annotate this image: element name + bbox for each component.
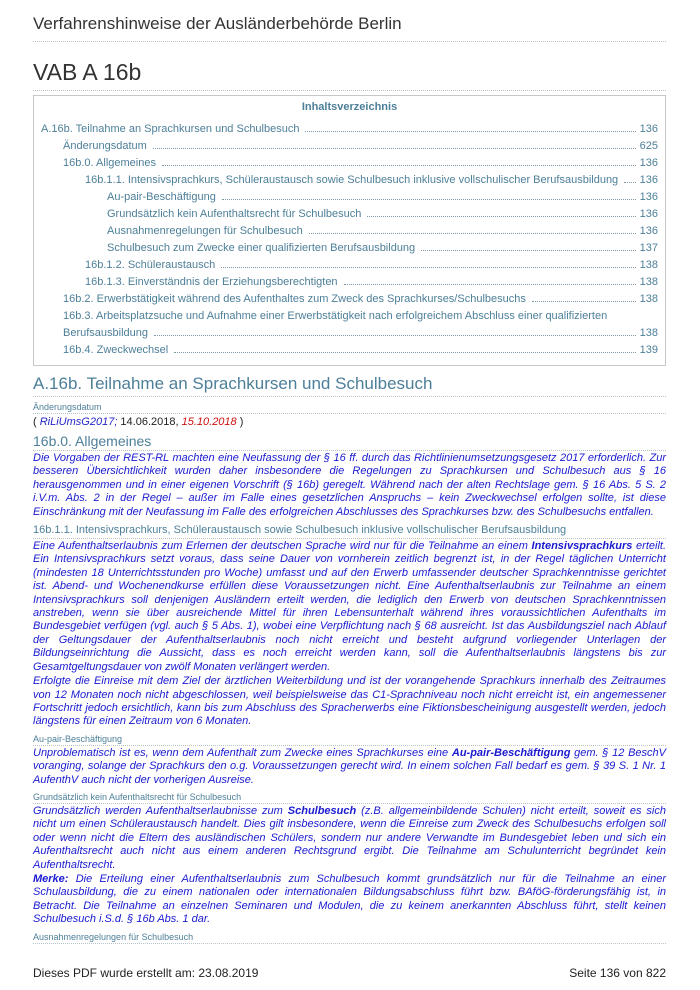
toc-entry-page: 136: [639, 191, 658, 203]
page-title: VAB A 16b: [33, 59, 666, 91]
toc-entry-text[interactable]: Ausnahmenregelungen für Schulbesuch: [107, 225, 303, 237]
publication-header: Verfahrenshinweise der Ausländerbehörde Berlin: [33, 14, 666, 42]
toc-entry[interactable]: [41, 342, 658, 359]
general-paragraph: Die Vorgaben der REST-RL machten eine Neufassung der § 16 ff. durch das Richtlinienumsetzungsgesetz 2017 erforderlich. Zur besseren Übersichtlichkeit wurden daher insbesondere die Regelungen zu Sprachkursen und Schulbesuch aus § 16 herausgenommen und in einer eigenen Vorschrift (§ 16b) geregelt. Während nach der alten Rechtslage gem. § 16 Abs. 5 S. 2 i.V.m. Abs. 2 in der Regel – außer im Falle eines gesetzlichen Anspruchs – kein Zweckwechsel erfolgen sollte, ist diese Einschränkung mit der Neufassung im Falle des erfolgreichen Abschlusses des Sprachkurses bzw. des Schulbesuchs entfallen.: [33, 452, 666, 518]
change-ref-link[interactable]: RiLiUmsG2017;: [39, 416, 118, 428]
intensive-course-paragraph: Eine Aufenthaltserlaubnis zum Erlernen der deutschen Sprache wird nur für die Teilnahme an einem Intensivsprachkurs erteilt. Ein Intensivsprachkurs setzt voraus, dass seine Dauer von vornherein zeitlich begrenzt ist, in der Regel täglichen Unterricht (mindesten 18 Unterrichtsstunden pro Woche) umfasst und auf den Erwerb umfassender deutscher Sprachkenntnisse gerichtet ist. Abend- und Wochenendkurse erfüllen diese Voraussetzungen nicht. Eine Aufenthaltserlaubnis zur Teilnahme an einem Intensivsprachkurs soll denjenigen Ausländern erteilt werden, die lediglich den Erwerb von deutschen Sprachkenntnissen anstreben, wenn sie über ausreichende Mittel für ihren Lebensunterhalt während ihres voraussichtlichen Aufenthalts im Bundesgebiet verfügen (vgl. auch § 5 Abs. 1), wobei eine Verpflichtung nach § 68 ausreicht. Ist das Ausbildungsziel nach Ablauf der Geltungsdauer der Aufenthaltserlaubnis noch nicht erreicht und besteht aufgrund vorliegender Unterlagen der Bildungseinrichtung die Aussicht, dass es noch erreicht werden kann, soll die Aufenthaltserlaubnis längstens bis zur Gesamtgeltungsdauer von zwölf Monaten verlängert werden.: [33, 540, 666, 673]
aupair-heading: Au-pair-Beschäftigung: [33, 734, 666, 746]
toc-entry[interactable]: [41, 274, 658, 291]
toc-entry-line2[interactable]: [41, 325, 658, 342]
toc-entry-text[interactable]: 16b.1.3. Einverständnis der Erziehungsberechtigten: [85, 276, 338, 288]
toc-entry[interactable]: [41, 155, 658, 172]
change-date-line: ( RiLiUmsG2017; 14.06.2018, 15.10.2018 ): [33, 416, 244, 428]
toc-entry-text[interactable]: 16b.2. Erwerbstätigkeit während des Aufenthaltes zum Zweck des Sprachkurses/Schulbesuchs: [63, 293, 526, 305]
toc-entry-text[interactable]: Berufsausbildung: [63, 327, 149, 339]
section-heading: A.16b. Teilnahme an Sprachkursen und Schulbesuch: [33, 374, 666, 397]
toc-entry-page: 138: [639, 276, 658, 288]
toc-entry-line1[interactable]: [41, 308, 658, 325]
toc-entry[interactable]: [41, 223, 658, 240]
medical-training-paragraph: Erfolgte die Einreise mit dem Ziel der ärztlichen Weiterbildung und ist der vorangehende Sprachkurs innerhalb des Zeitraumes von 12 Monaten noch nicht abgeschlossen, weil beispielsweise das C1-Sprachniveau noch nicht erreicht ist, ein angemessener Fortschritt jedoch ersichtlich, kann bis zum Abschluss des Spracherwerbs eine Fiktionsbescheinigung ausgestellt werden, jedoch längstens für einen Zeitraum von 6 Monaten.: [33, 675, 666, 728]
page-number: Seite 136 von 822: [569, 966, 666, 980]
toc-entry[interactable]: [41, 138, 658, 155]
toc-entry-text[interactable]: 16b.0. Allgemeines: [63, 157, 156, 169]
toc-entry-page: 136: [639, 174, 658, 186]
toc-entry-page: 137: [639, 242, 658, 254]
exceptions-heading: Ausnahmenregelungen für Schulbesuch: [33, 932, 666, 944]
toc-entry-text[interactable]: 16b.1.2. Schüleraustausch: [85, 259, 216, 271]
toc-entry[interactable]: [41, 291, 658, 308]
note-paragraph: Merke: Die Erteilung einer Aufenthaltserlaubnis zum Schulbesuch kommt grundsätzlich nur für die Teilnahme an einer Schulausbildung, die zu einem nationalen oder internationalen Bildungsabschluss führt bzw. BAföG-förderungsfähig ist, in Betracht. Die Teilnahme an einzelnen Seminaren und Modulen, die zu keinem anerkannten Abschluss führt, stellt keinen Schulbesuch i.S.d. § 16b Abs. 1 dar.: [33, 872, 666, 926]
toc-entry-text[interactable]: 16b.4. Zweckwechsel: [63, 344, 169, 356]
intensive-course-heading: 16b.1.1. Intensivsprachkurs, Schüleraustausch sowie Schulbesuch inklusive vollschulischer Berufsausbildung: [33, 524, 666, 539]
toc-entry-page: 136: [639, 157, 658, 169]
toc-entry-text[interactable]: 16b.1.1. Intensivsprachkurs, Schüleraustausch sowie Schulbesuch inklusive vollschulischer Berufsausbildung: [85, 174, 619, 186]
toc-entry-page: 136: [639, 123, 658, 135]
toc-entry[interactable]: [41, 189, 658, 206]
table-of-contents: [33, 95, 666, 366]
toc-entry-page: 625: [639, 140, 658, 152]
toc-entry-page: 136: [639, 225, 658, 237]
toc-entry[interactable]: [41, 121, 658, 138]
toc-entry[interactable]: [41, 240, 658, 257]
toc-entry-text[interactable]: Au-pair-Beschäftigung: [107, 191, 216, 203]
toc-entry-page: 138: [639, 293, 658, 305]
aupair-paragraph: Unproblematisch ist es, wenn dem Aufenthalt zum Zwecke eines Sprachkurses eine Au-pair-Beschäftigung gem. § 12 BeschV voranging, solange der Sprachkurs den o.g. Voraussetzungen gerecht wird. In einem solchen Fall bedarf es gem. § 39 S. 1 Nr. 1 AufenthV auch nicht der vorherigen Ausreise.: [33, 746, 666, 786]
toc-entry[interactable]: [41, 257, 658, 274]
toc-entry-text[interactable]: A.16b. Teilnahme an Sprachkursen und Schulbesuch: [41, 123, 300, 135]
toc-heading: Inhaltsverzeichnis: [301, 101, 398, 113]
page: [33, 0, 666, 944]
no-residence-heading: Grundsätzlich kein Aufenthaltsrecht für Schulbesuch: [33, 792, 666, 804]
toc-entry-text[interactable]: Grundsätzlich kein Aufenthaltsrecht für Schulbesuch: [107, 208, 362, 220]
toc-entry-page: 139: [639, 344, 658, 356]
toc-entry-page: 138: [639, 259, 658, 271]
toc-entry-page: 136: [639, 208, 658, 220]
change-date-label: Änderungsdatum: [33, 402, 666, 414]
toc-entry-text[interactable]: Änderungsdatum: [63, 140, 147, 152]
created-date: Dieses PDF wurde erstellt am: 23.08.2019: [33, 966, 259, 980]
page-footer: [33, 966, 666, 980]
toc-entry-text[interactable]: 16b.3. Arbeitsplatzsuche und Aufnahme einer Erwerbstätigkeit nach erfolgreichem Abschluss einer qualifizierten: [63, 310, 608, 322]
no-residence-paragraph: Grundsätzlich werden Aufenthaltserlaubnisse zum Schulbesuch (z.B. allgemeinbildende Schulen) nicht erteilt, soweit es sich nicht um einen Schüleraustausch handelt. Dies gilt insbesondere, wenn die Einreise zum Zweck des Schulbesuchs erfolgen soll oder wenn nicht die Eltern des ausländischen Schülers, sondern nur andere Verwandte im Bundesgebiet leben und sich ein Aufenthaltsrecht auch nicht aus einem anderen Rechtsgrund ergibt. Die Teilnahme am Schulunterricht begründet kein Aufenthaltsrecht.: [33, 804, 666, 871]
general-heading: 16b.0. Allgemeines: [33, 433, 666, 451]
change-date-highlight: 15.10.2018: [181, 416, 237, 428]
toc-entry-page: 138: [639, 327, 658, 339]
toc-entry-text[interactable]: Schulbesuch zum Zwecke einer qualifizierten Berufsausbildung: [107, 242, 416, 254]
toc-entry[interactable]: [41, 172, 658, 189]
toc-entry[interactable]: [41, 206, 658, 223]
